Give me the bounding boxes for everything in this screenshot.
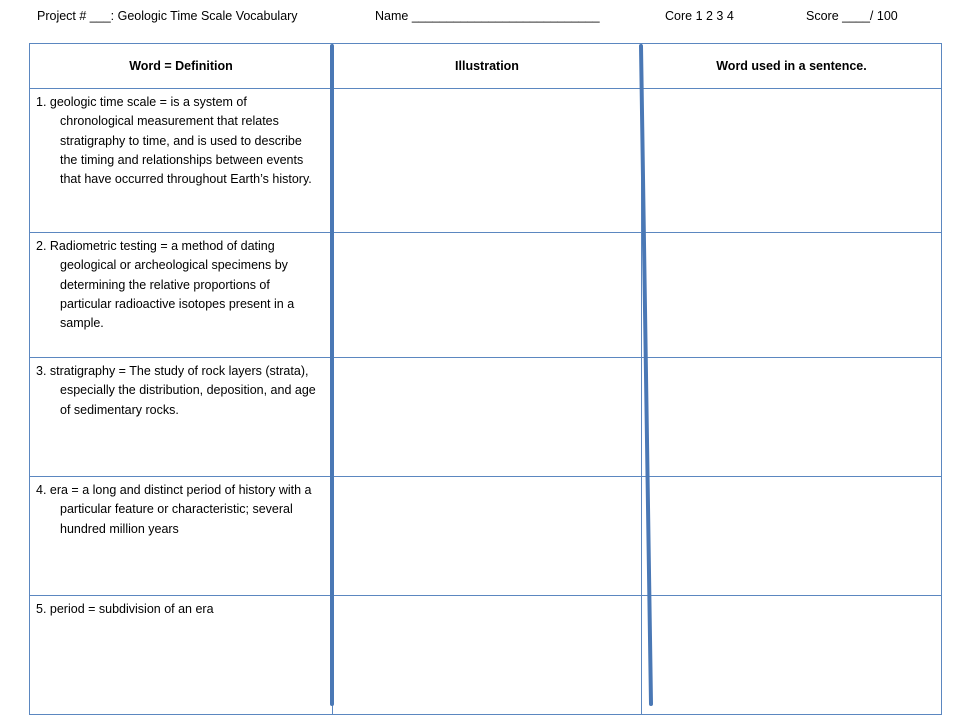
vocabulary-table bbox=[29, 43, 942, 715]
illustration-cell[interactable] bbox=[333, 358, 642, 477]
sentence-cell[interactable] bbox=[642, 358, 942, 477]
sentence-cell[interactable] bbox=[642, 596, 942, 715]
definition-text: 2. Radiometric testing = a method of dating geological or archeological specimens by determining the relative proportions of particular radioactive isotopes present in a sample. bbox=[36, 239, 295, 331]
illustration-cell[interactable] bbox=[333, 89, 642, 233]
table-row bbox=[30, 477, 942, 596]
column-header-sentence: Word used in a sentence. bbox=[642, 44, 942, 89]
definition-text: 1. geologic time scale = is a system of chronological measurement that relates stratigraphy to time, and is used to describe the timing and relationships between events that have occurred throughout Earth’s history. bbox=[36, 95, 312, 187]
definition-cell bbox=[30, 596, 333, 715]
illustration-cell[interactable] bbox=[333, 233, 642, 358]
sentence-cell[interactable] bbox=[642, 89, 942, 233]
illustration-cell[interactable] bbox=[333, 477, 642, 596]
project-title: Project # ___: Geologic Time Scale Vocabulary bbox=[37, 9, 298, 23]
sentence-cell[interactable] bbox=[642, 233, 942, 358]
table-row bbox=[30, 89, 942, 233]
definition-cell bbox=[30, 358, 333, 477]
core-options[interactable]: Core 1 2 3 4 bbox=[665, 9, 734, 23]
name-field[interactable]: Name ___________________________ bbox=[375, 9, 600, 23]
table-header-row bbox=[30, 44, 942, 89]
score-field: Score ____/ 100 bbox=[806, 9, 898, 23]
column-header-illustration: Illustration bbox=[333, 44, 642, 89]
table-row bbox=[30, 596, 942, 715]
definition-text: 4. era = a long and distinct period of history with a particular feature or characteristic; several hundred million years bbox=[36, 483, 312, 536]
table-row bbox=[30, 358, 942, 477]
illustration-cell[interactable] bbox=[333, 596, 642, 715]
column-header-definition: Word = Definition bbox=[30, 44, 333, 89]
definition-cell bbox=[30, 477, 333, 596]
sentence-cell[interactable] bbox=[642, 477, 942, 596]
definition-cell bbox=[30, 89, 333, 233]
definition-text: 3. stratigraphy = The study of rock layers (strata), especially the distribution, deposition, and age of sedimentary rocks. bbox=[36, 364, 316, 417]
definition-text: 5. period = subdivision of an era bbox=[36, 602, 214, 616]
definition-cell bbox=[30, 233, 333, 358]
worksheet-header bbox=[0, 9, 960, 27]
table-row bbox=[30, 233, 942, 358]
